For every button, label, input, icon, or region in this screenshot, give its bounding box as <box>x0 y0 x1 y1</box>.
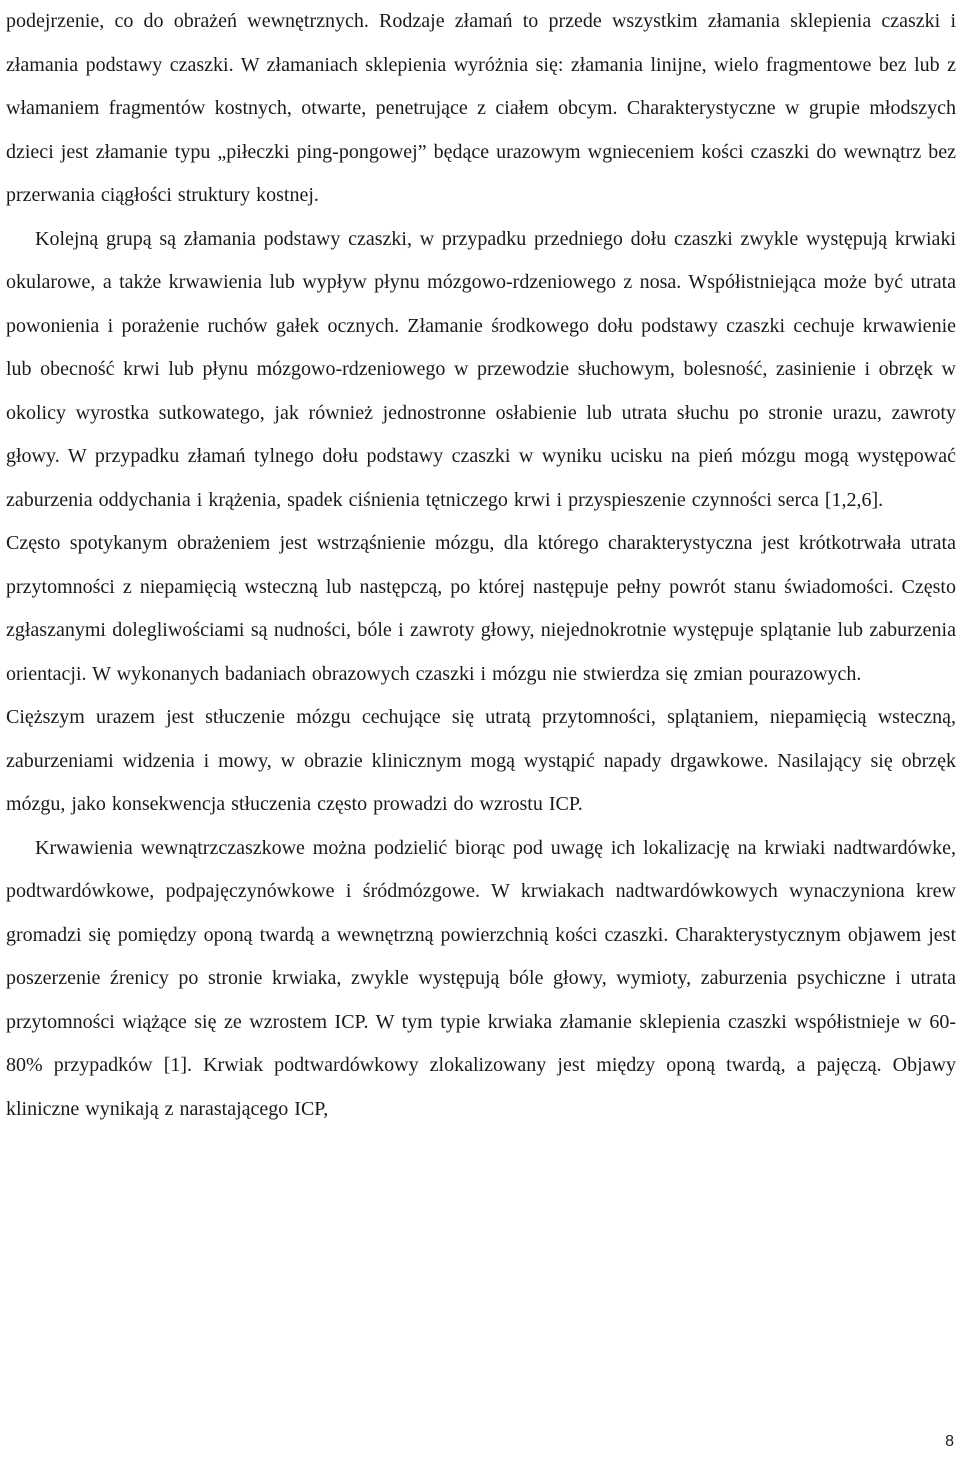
paragraph-skull-vault-fractures: podejrzenie, co do obrażeń wewnętrznych. Rodzaje złamań to przede wszystkim złamania sklepienia czaszki i złamania podstawy czaszki. W złamaniach sklepienia wyróżnia się: złamania linijne, wielo fragmentowe bez lub z włamaniem fragmentów kostnych, otwarte, penetrujące z ciałem obcym. Charakterystyczne w grupie młodszych dzieci jest złamanie typu „piłeczki ping-pongowej” będące urazowym wgnieceniem kości czaszki do wewnątrz bez przerwania ciągłości struktury kostnej. <box>6 10 956 206</box>
paragraph-concussion: Często spotykanym obrażeniem jest wstrząśnienie mózgu, dla którego charakterystyczna jest krótkotrwała utrata przytomności z niepamięcią wsteczną lub następczą, po której następuje pełny powrót stanu świadomości. Często zgłaszanymi dolegliwościami są nudności, bóle i zawroty głowy, niejednokrotnie występuje splątanie lub zaburzenia orientacji. W wykonanych badaniach obrazowych czaszki i mózgu nie stwierdza się zmian pourazowych. <box>6 532 956 685</box>
document-body <box>6 0 956 1131</box>
paragraph-skull-base-fractures: Kolejną grupą są złamania podstawy czaszki, w przypadku przedniego dołu czaszki zwykle występują krwiaki okularowe, a także krwawienia lub wypływ płynu mózgowo-rdzeniowego z nosa. Współistniejąca może być utrata powonienia i porażenie ruchów gałek ocznych. Złamanie środkowego dołu podstawy czaszki cechuje krwawienie lub obecność krwi lub płynu mózgowo-rdzeniowego w przewodzie słuchowym, bolesność, zasinienie i obrzęk w okolicy wyrostka sutkowatego, jak również jednostronne osłabienie lub utrata słuchu po stronie urazu, zawroty głowy. W przypadku złamań tylnego dołu podstawy czaszki w wyniku ucisku na pień mózgu mogą występować zaburzenia oddychania i krążenia, spadek ciśnienia tętniczego krwi i przyspieszenie czynności serca [1,2,6]. <box>6 227 956 511</box>
paragraph-brain-contusion: Cięższym urazem jest stłuczenie mózgu cechujące się utratą przytomności, splątaniem, niepamięcią wsteczną, zaburzeniami widzenia i mowy, w obrazie klinicznym mogą wystąpić napady drgawkowe. Nasilający się obrzęk mózgu, jako konsekwencja stłuczenia często prowadzi do wzrostu ICP. <box>6 706 956 815</box>
paragraph-intracranial-hemorrhage: Krwawienia wewnątrzczaszkowe można podzielić biorąc pod uwagę ich lokalizację na krwiaki nadtwardówke, podtwardówkowe, podpajęczynówkowe i śródmózgowe. W krwiakach nadtwardówkowych wynaczyniona krew gromadzi się pomiędzy oponą twardą a wewnętrzną powierzchnią kości czaszki. Charakterystycznym objawem jest poszerzenie źrenicy po stronie krwiaka, zwykle występują bóle głowy, wymioty, zaburzenia psychiczne i utrata przytomności wiążące się ze wzrostem ICP. W tym typie krwiaka złamanie sklepienia czaszki współistnieje w 60-80% przypadków [1]. Krwiak podtwardówkowy zlokalizowany jest między oponą twardą, a pajęczą. Objawy kliniczne wynikają z narastającego ICP, <box>6 836 956 1120</box>
page-number: 8 <box>945 1433 954 1450</box>
